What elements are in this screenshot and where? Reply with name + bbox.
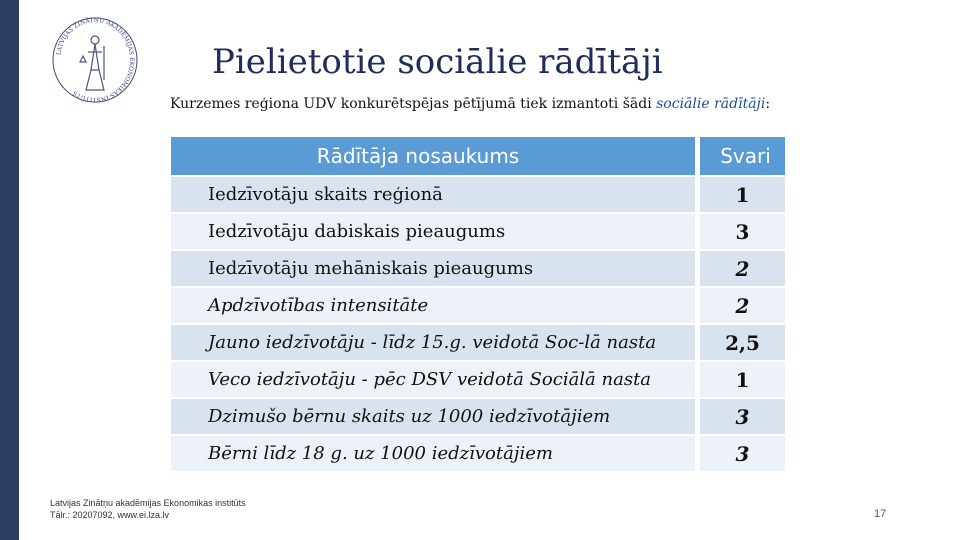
subtitle-emphasis: sociālie rādītāji [656,96,766,112]
indicator-weight: 2 [700,287,785,324]
indicator-name: Bērni līdz 18 g. uz 1000 iedzīvotājiem [171,435,695,471]
indicator-weight: 1 [700,176,785,213]
indicator-weight: 1 [700,361,785,398]
table-row [171,398,785,435]
left-accent-bar [0,0,19,540]
indicator-name: Apdzīvotības intensitāte [171,287,695,324]
table-row [171,213,785,250]
table-row [171,435,785,471]
footer-contact: Tālr.: 20207092, www.ei.lza.lv [50,510,170,520]
indicator-weight: 3 [700,435,785,471]
indicator-name: Iedzīvotāju skaits reģionā [171,176,695,213]
subtitle-suffix: : [765,96,771,112]
table-row [171,250,785,287]
header-indicator-name: Rādītāja nosaukums [171,137,695,176]
table-header-row [171,137,785,176]
header-weight: Svari [700,137,785,176]
indicator-weight: 3 [700,213,785,250]
subtitle [170,96,770,112]
indicator-name: Dzimušo bērnu skaits uz 1000 iedzīvotājiem [171,398,695,435]
footer-institute: Latvijas Zinātņu akadēmijas Ekonomikas institūts [50,498,246,508]
indicator-weight: 2,5 [700,324,785,361]
indicator-name: Jauno iedzīvotāju - līdz 15.g. veidotā Soc-lā nasta [171,324,695,361]
subtitle-prefix: Kurzemes reģiona UDV konkurētspējas pētījumā tiek izmantoti šādi [170,96,657,112]
indicator-weight: 3 [700,398,785,435]
table-row [171,176,785,213]
table-row [171,324,785,361]
indicator-table [171,137,785,471]
page-number: 17 [874,508,887,520]
indicator-name: Veco iedzīvotāju - pēc DSV veidotā Sociālā nasta [171,361,695,398]
footer [50,497,246,521]
indicator-name: Iedzīvotāju dabiskais pieaugums [171,213,695,250]
indicator-name: Iedzīvotāju mehāniskais pieaugums [171,250,695,287]
table-row [171,361,785,398]
table-row [171,287,785,324]
page-title: Pielietotie sociālie rādītāji [212,42,663,82]
indicator-weight: 2 [700,250,785,287]
svg-text:LATVIJAS ZINĀTŅU AKADĒMIJAS EK: LATVIJAS ZINĀTŅU AKADĒMIJAS EKONOMIKAS INSTITŪTS [55,16,136,104]
institute-seal-logo [50,10,140,110]
